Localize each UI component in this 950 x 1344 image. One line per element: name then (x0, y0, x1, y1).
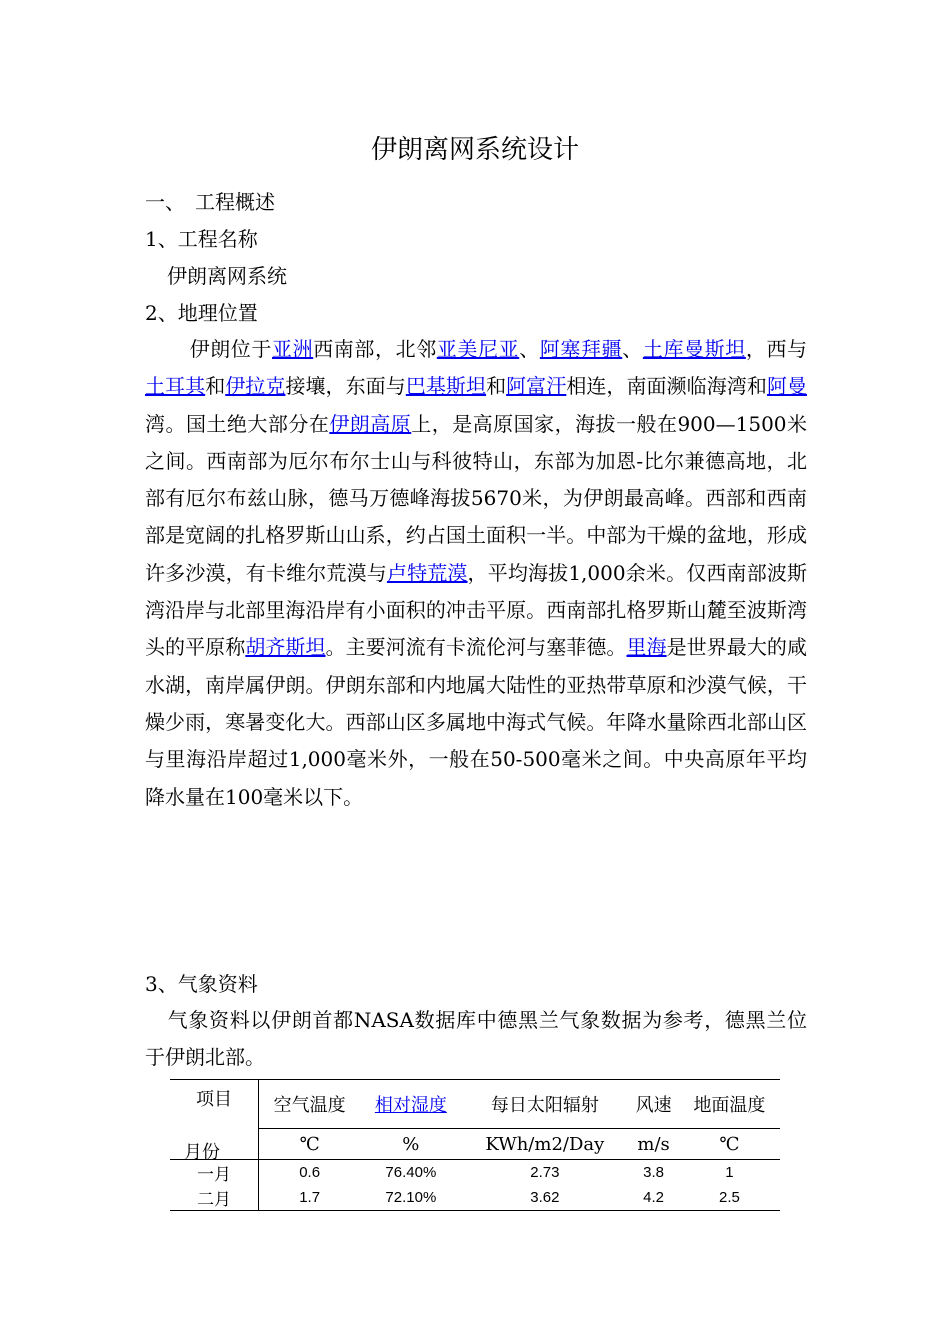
geo-text: 伊朗位于 (189, 337, 272, 361)
data-cell: 72.10% (360, 1185, 461, 1211)
data-cell: 3.62 (461, 1185, 628, 1211)
data-cell: 76.40% (360, 1160, 461, 1186)
geo-text: 和 (486, 374, 507, 399)
link-turkmenistan[interactable]: 土库曼斯坦 (642, 337, 746, 361)
section-heading-overview: 一、 工程概述 (145, 190, 275, 214)
table-unit-row (170, 1129, 780, 1160)
geo-text: 是世界最大的咸水湖，南岸属伊朗。伊朗东部和内地属大陆性的亚热带草原和沙漠气候，干燥少雨，寒暑变化大。西部山区多属地中海式气候。年降水量除西北部山区与里海沿岸超过1,000毫米外，一般在50-500毫米之间。中央高原年平均降水量在100毫米以下。 (145, 635, 807, 809)
geo-text: 西南部，北邻 (313, 337, 437, 361)
link-khuzestan[interactable]: 胡齐斯坦 (245, 635, 326, 660)
link-relative-humidity[interactable]: 相对湿度 (374, 1095, 447, 1116)
weather-table (170, 1079, 780, 1211)
month-cell: 二月 (170, 1185, 259, 1211)
month-cell: 一月 (170, 1160, 259, 1186)
table-corner-cell (170, 1080, 259, 1163)
header-air-temp: 空气温度 (259, 1080, 361, 1129)
table-row (170, 1185, 780, 1211)
link-armenia[interactable]: 亚美尼亚 (436, 337, 520, 361)
header-relative-humidity (360, 1080, 461, 1129)
link-iranian-plateau[interactable]: 伊朗高原 (329, 411, 412, 436)
link-azerbaijan[interactable]: 阿塞拜疆 (539, 337, 623, 361)
data-cell: 0.6 (259, 1160, 361, 1186)
data-cell: 3.8 (628, 1160, 679, 1186)
data-cell: 1.7 (259, 1185, 361, 1211)
geo-text: 、 (622, 337, 643, 361)
link-pakistan[interactable]: 巴基斯坦 (405, 374, 487, 399)
header-ground-temp: 地面温度 (679, 1080, 780, 1129)
geo-text: ，西与 (745, 337, 808, 361)
link-iraq[interactable]: 伊拉克 (225, 374, 286, 399)
corner-month-label: 月份 (184, 1142, 220, 1163)
unit-cell: KWh/m2/Day (485, 1133, 605, 1155)
unit-cell: % (402, 1133, 420, 1155)
document-title: 伊朗离网系统设计 (370, 135, 579, 165)
link-oman[interactable]: 阿曼 (766, 374, 807, 399)
geo-text: 、 (519, 337, 540, 361)
corner-item-label: 项目 (196, 1089, 232, 1110)
geo-text: ，平均海拔1,000余米。仅西南部波斯湾沿岸与北部里海沿岸有小面积的冲击平原。西南部扎格罗斯山麓至波斯湾头的平原称 (145, 560, 808, 660)
data-cell: 4.2 (628, 1185, 679, 1211)
geo-text: 和 (205, 374, 226, 399)
subsection-heading-meteorology: 3、气象资料 (145, 972, 258, 996)
unit-cell: ℃ (719, 1133, 740, 1155)
data-cell: 1 (679, 1160, 780, 1186)
geo-text: 湾。国土绝大部分在 (145, 411, 330, 436)
link-asia[interactable]: 亚洲 (272, 337, 314, 361)
unit-cell: ℃ (299, 1133, 320, 1155)
header-solar-radiation: 每日太阳辐射 (461, 1080, 628, 1129)
geo-text: 相连，南面濒临海湾和 (566, 374, 767, 399)
meteorology-paragraph (145, 1002, 807, 1077)
link-afghanistan[interactable]: 阿富汗 (506, 374, 567, 399)
link-caspian-sea[interactable]: 里海 (626, 635, 667, 660)
geo-text: 接壤，东面与 (285, 374, 406, 399)
geo-text: 。主要河流有卡流伦河与塞菲德。 (325, 635, 627, 660)
link-lut-desert[interactable]: 卢特荒漠 (386, 560, 468, 585)
geography-paragraph (145, 331, 807, 816)
table-header-row (170, 1080, 780, 1129)
geo-text: 上，是高原国家，海拔一般在900—1500米之间。西南部为厄尔布尔士山与科彼特山，东部为加恩-比尔兼德高地，北部有厄尔布兹山脉，德马万德峰海拔5670米，为伊朗最高峰。西部和西南部是宽阔的扎格罗斯山山系，约占国土面积一半。中部为干燥的盆地，形成许多沙漠，有卡维尔荒漠与 (145, 411, 808, 585)
project-name-text: 伊朗离网系统 (167, 264, 287, 288)
subsection-heading-project-name: 1、工程名称 (145, 227, 258, 251)
unit-cell: m/s (637, 1133, 670, 1155)
subsection-heading-location: 2、地理位置 (145, 301, 258, 325)
header-wind-speed: 风速 (628, 1080, 679, 1129)
data-cell: 2.5 (679, 1185, 780, 1211)
link-turkey[interactable]: 土耳其 (145, 374, 206, 399)
data-cell: 2.73 (461, 1160, 628, 1186)
meteorology-text: 气象资料以伊朗首都NASA数据库中德黑兰气象数据为参考，德黑兰位于伊朗北部。 (145, 1008, 807, 1070)
table-row (170, 1160, 780, 1186)
